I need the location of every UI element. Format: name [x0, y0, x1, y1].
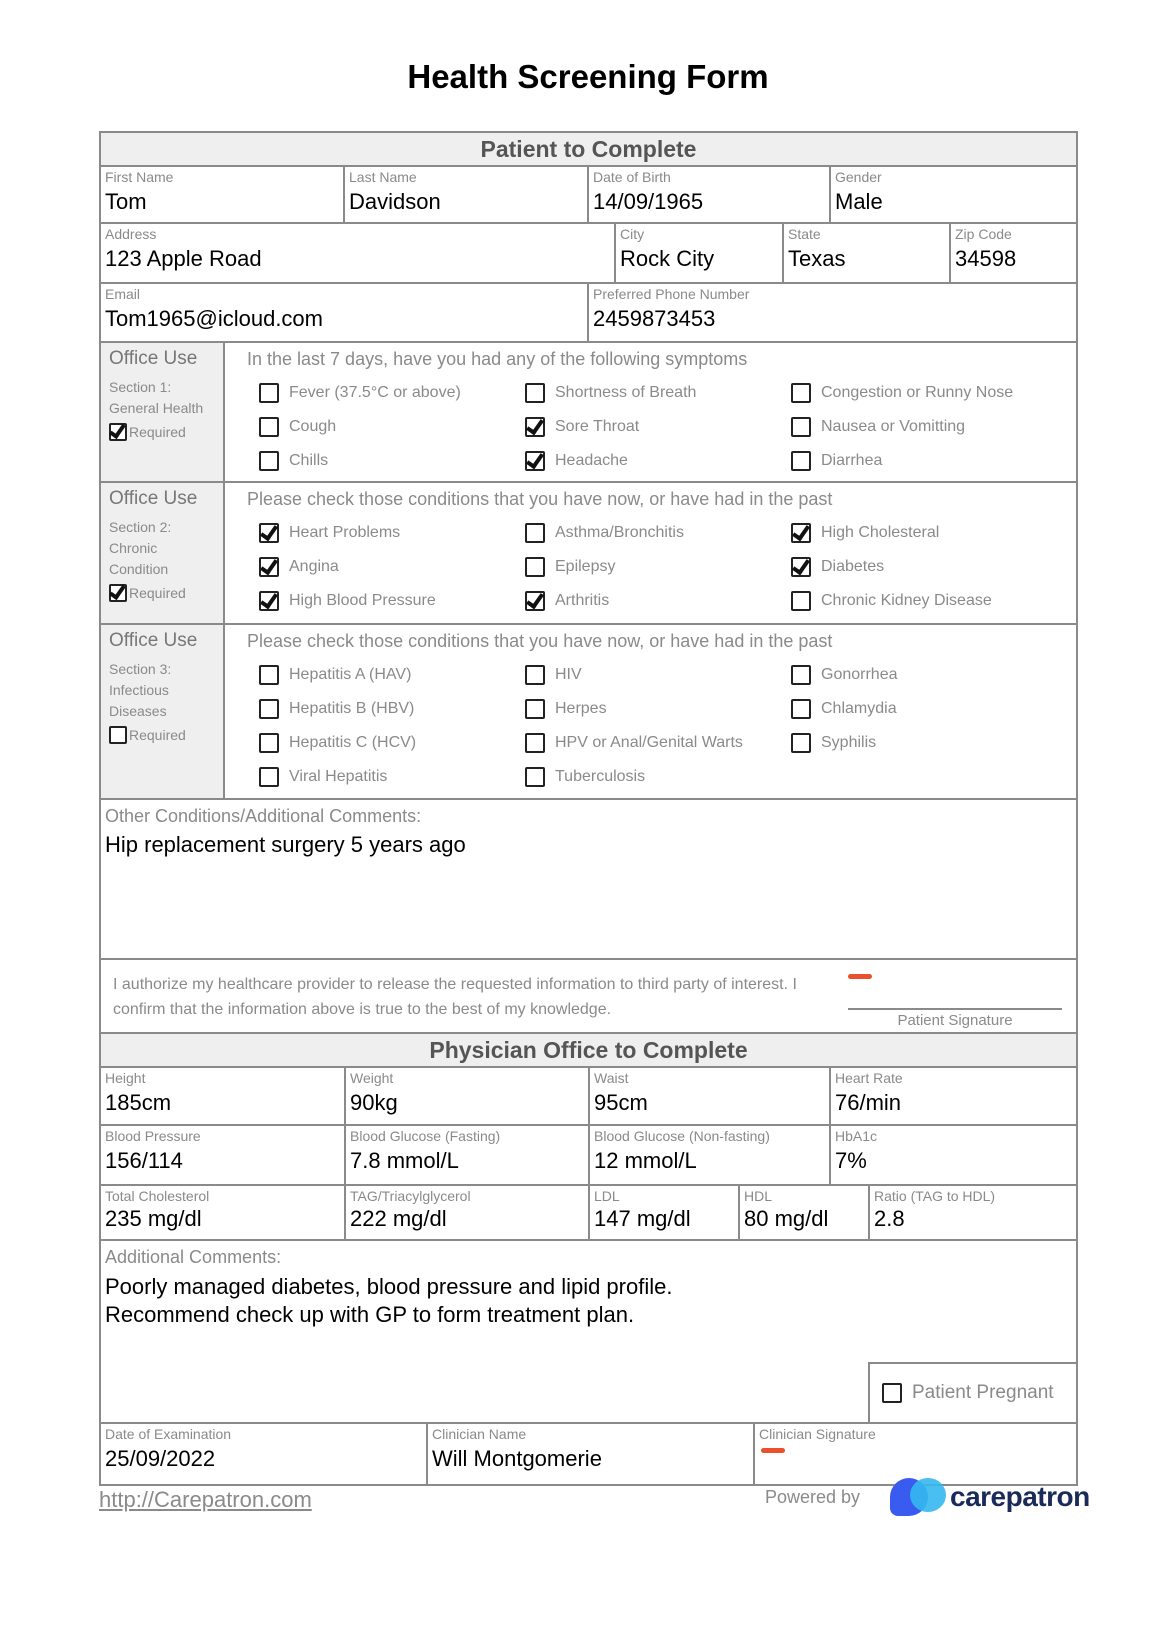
lipids-row — [101, 1186, 1076, 1241]
option-high-cholesterol[interactable] — [791, 521, 1076, 545]
checkbox-icon — [259, 733, 279, 753]
page-title: Health Screening Form — [407, 58, 769, 95]
option-asthma[interactable] — [525, 521, 791, 545]
last-name-value: Davidson — [349, 189, 441, 214]
infectious-panel — [225, 625, 1076, 798]
patient-section-header: Patient to Complete — [101, 133, 1076, 167]
section-question: Please check those conditions that you have now, or have had in the past — [247, 489, 833, 509]
checkbox-icon — [525, 699, 545, 719]
option-hiv[interactable] — [525, 663, 791, 687]
blood-pressure-value: 156/114 — [105, 1148, 183, 1173]
checkbox-icon — [259, 767, 279, 787]
last-name-label: Last Name — [349, 169, 417, 185]
option-label: Diarrhea — [821, 452, 883, 469]
last-name-field[interactable] — [345, 167, 589, 222]
bg-fasting-field[interactable] — [346, 1126, 590, 1184]
checkbox-icon — [791, 665, 811, 685]
checkbox-icon — [525, 665, 545, 685]
hba1c-field[interactable] — [831, 1126, 1076, 1184]
other-comments-value: Hip replacement surgery 5 years ago — [105, 832, 466, 857]
gender-label: Gender — [835, 169, 882, 185]
checkbox-checked-icon — [525, 591, 545, 611]
option-epilepsy[interactable] — [525, 555, 791, 579]
total-cholesterol-value: 235 mg/dl — [105, 1206, 202, 1231]
carepatron-logo-icon — [890, 1478, 946, 1516]
ldl-field[interactable] — [590, 1186, 740, 1239]
option-label: Shortness of Breath — [555, 384, 697, 401]
city-field[interactable] — [616, 224, 784, 282]
section-name: Section 2: Chronic Condition — [109, 519, 172, 577]
physician-section-header: Physician Office to Complete — [101, 1034, 1076, 1068]
hdl-field[interactable] — [740, 1186, 870, 1239]
option-arthritis[interactable] — [525, 589, 791, 613]
checkbox-icon — [791, 591, 811, 611]
checkbox-checked-icon — [525, 451, 545, 471]
email-label: Email — [105, 286, 141, 302]
option-nausea[interactable] — [791, 415, 1076, 439]
exam-row — [101, 1424, 1076, 1484]
section-question: In the last 7 days, have you had any of the following symptoms — [247, 349, 748, 369]
bg-fasting-label: Blood Glucose (Fasting) — [350, 1128, 501, 1144]
option-hepatitis-a[interactable] — [259, 663, 525, 687]
option-shortness-of-breath[interactable] — [525, 381, 791, 405]
additional-comments-field[interactable] — [101, 1241, 1076, 1424]
option-diabetes[interactable] — [791, 555, 1076, 579]
option-label: Sore Throat — [555, 418, 640, 435]
option-hepatitis-c[interactable] — [259, 731, 525, 755]
option-label: HPV or Anal/Genital Warts — [555, 734, 743, 751]
ratio-value: 2.8 — [874, 1206, 905, 1231]
first-name-value: Tom — [105, 189, 147, 214]
first-name-label: First Name — [105, 169, 174, 185]
clinician-name-value: Will Montgomerie — [432, 1446, 602, 1471]
option-label: Cough — [289, 418, 337, 435]
phone-value: 2459873453 — [593, 306, 716, 331]
checkbox-checked-icon — [109, 584, 127, 602]
office-use-label: Office Use — [109, 488, 198, 509]
address-row — [101, 224, 1076, 284]
waist-field[interactable] — [590, 1068, 831, 1124]
gender-value: Male — [835, 189, 883, 214]
option-label: Nausea or Vomitting — [821, 418, 966, 435]
hba1c-label: HbA1c — [835, 1128, 878, 1144]
checkbox-icon — [525, 383, 545, 403]
pen-icon — [848, 974, 872, 979]
option-label: Congestion or Runny Nose — [821, 384, 1014, 401]
checkbox-icon — [525, 733, 545, 753]
option-label: Arthritis — [555, 592, 610, 609]
email-value: Tom1965@icloud.com — [105, 306, 323, 331]
brand-name: carepatron — [950, 1481, 1090, 1512]
checkbox-checked-icon — [259, 591, 279, 611]
option-cough[interactable] — [259, 415, 525, 439]
option-label: Heart Problems — [289, 524, 401, 541]
first-name-field[interactable] — [101, 167, 345, 222]
checkbox-icon — [882, 1383, 902, 1403]
checkbox-icon — [259, 417, 279, 437]
blood-pressure-label: Blood Pressure — [105, 1128, 201, 1144]
additional-comments-line: Recommend check up with GP to form treatment plan. — [105, 1302, 635, 1327]
carepatron-logo[interactable] — [890, 1478, 1090, 1516]
phone-label: Preferred Phone Number — [593, 286, 750, 302]
options-grid — [247, 521, 1076, 613]
hdl-value: 80 mg/dl — [744, 1206, 829, 1231]
address-label: Address — [105, 226, 157, 242]
checkbox-icon — [259, 383, 279, 403]
ldl-value: 147 mg/dl — [594, 1206, 691, 1231]
option-label: Hepatitis A (HAV) — [289, 666, 412, 683]
checkbox-icon — [791, 417, 811, 437]
state-label: State — [788, 226, 821, 242]
exam-date-field[interactable] — [101, 1424, 428, 1484]
state-value: Texas — [788, 246, 846, 271]
ratio-label: Ratio (TAG to HDL) — [874, 1188, 996, 1204]
authorization-block — [101, 960, 1076, 1034]
blood-pressure-field[interactable] — [101, 1126, 346, 1184]
section-name: Section 3: Infectious Diseases — [109, 661, 172, 719]
hba1c-value: 7% — [835, 1148, 867, 1173]
heart-rate-label: Heart Rate — [835, 1070, 903, 1086]
total-cholesterol-label: Total Cholesterol — [105, 1188, 210, 1204]
checkbox-icon — [259, 665, 279, 685]
clinician-name-label: Clinician Name — [432, 1426, 527, 1442]
option-label: High Blood Pressure — [289, 592, 436, 609]
weight-label: Weight — [350, 1070, 394, 1086]
office-use-panel — [101, 625, 225, 798]
weight-value: 90kg — [350, 1090, 398, 1115]
pen-icon — [761, 1448, 785, 1453]
height-field[interactable] — [101, 1068, 346, 1124]
dob-label: Date of Birth — [593, 169, 671, 185]
option-label: Tuberculosis — [555, 768, 646, 785]
symptoms-panel — [225, 343, 1076, 481]
option-label: Gonorrhea — [821, 666, 898, 683]
required-label: Required — [129, 585, 186, 601]
powered-by-label: Powered by — [765, 1487, 861, 1507]
checkbox-icon — [109, 726, 127, 744]
bg-nonfasting-value: 12 mmol/L — [594, 1148, 697, 1173]
additional-comments-line: Poorly managed diabetes, blood pressure and lipid profile. — [105, 1274, 673, 1299]
carepatron-link[interactable]: http://Carepatron.com — [99, 1487, 312, 1512]
required-checkbox[interactable] — [109, 584, 215, 602]
city-label: City — [620, 226, 645, 242]
option-hpv[interactable] — [525, 731, 791, 755]
bg-nonfasting-field[interactable] — [590, 1126, 831, 1184]
option-label: Viral Hepatitis — [289, 768, 388, 785]
height-value: 185cm — [105, 1090, 172, 1115]
checkbox-checked-icon — [109, 423, 127, 441]
checkbox-icon — [791, 733, 811, 753]
checkbox-checked-icon — [525, 417, 545, 437]
gender-field[interactable] — [831, 167, 1076, 222]
option-label: Chlamydia — [821, 700, 897, 717]
clinician-signature-label: Clinician Signature — [759, 1426, 876, 1442]
option-headache[interactable] — [525, 449, 791, 473]
conditions-panel — [225, 483, 1076, 623]
heart-rate-value: 76/min — [835, 1090, 902, 1115]
checkbox-icon — [525, 557, 545, 577]
checkbox-checked-icon — [791, 523, 811, 543]
required-label: Required — [129, 727, 186, 743]
option-tuberculosis[interactable] — [525, 765, 791, 789]
waist-label: Waist — [594, 1070, 629, 1086]
checkbox-icon — [259, 451, 279, 471]
checkbox-checked-icon — [259, 523, 279, 543]
required-checkbox[interactable] — [109, 423, 215, 441]
option-chlamydia[interactable] — [791, 697, 1076, 721]
option-label: Hepatitis B (HBV) — [289, 700, 415, 717]
required-label: Required — [129, 424, 186, 440]
address-value: 123 Apple Road — [105, 246, 262, 271]
option-label: Epilepsy — [555, 558, 616, 575]
dob-field[interactable] — [589, 167, 831, 222]
dob-value: 14/09/1965 — [593, 189, 704, 214]
clinician-signature-field[interactable] — [755, 1424, 1076, 1484]
patient-signature-label: Patient Signature — [897, 1012, 1013, 1029]
option-label: HIV — [555, 666, 582, 683]
name-row — [101, 167, 1076, 224]
heart-rate-field[interactable] — [831, 1068, 1076, 1124]
option-label: High Cholesteral — [821, 524, 940, 541]
other-comments-field[interactable] — [101, 800, 1076, 960]
hdl-label: HDL — [744, 1188, 773, 1204]
option-label: Angina — [289, 558, 339, 575]
option-fever[interactable] — [259, 381, 525, 405]
office-use-label: Office Use — [109, 630, 198, 651]
city-value: Rock City — [620, 246, 715, 271]
exam-date-label: Date of Examination — [105, 1426, 232, 1442]
option-label: Diabetes — [821, 558, 885, 575]
contact-row — [101, 284, 1076, 343]
required-checkbox[interactable] — [109, 726, 215, 744]
section-infectious-diseases — [101, 625, 1076, 800]
vitals-row — [101, 1126, 1076, 1186]
waist-value: 95cm — [594, 1090, 648, 1115]
additional-comments-label: Additional Comments: — [105, 1247, 282, 1267]
checkbox-checked-icon — [791, 557, 811, 577]
option-label: Syphilis — [821, 734, 877, 751]
office-use-panel — [101, 483, 225, 623]
checkbox-icon — [791, 451, 811, 471]
section-chronic-condition — [101, 483, 1076, 625]
tag-value: 222 mg/dl — [350, 1206, 447, 1231]
option-high-blood-pressure[interactable] — [259, 589, 525, 613]
weight-field[interactable] — [346, 1068, 590, 1124]
zip-value: 34598 — [955, 246, 1017, 271]
tag-label: TAG/Triacylglycerol — [350, 1188, 471, 1204]
address-field[interactable] — [101, 224, 616, 282]
option-label: Chills — [289, 452, 329, 469]
height-label: Height — [105, 1070, 146, 1086]
checkbox-icon — [259, 699, 279, 719]
zip-field[interactable] — [951, 224, 1076, 282]
option-label: Headache — [555, 452, 628, 469]
ratio-field[interactable] — [870, 1186, 1076, 1239]
zip-label: Zip Code — [955, 226, 1012, 242]
exam-date-value: 25/09/2022 — [105, 1446, 216, 1471]
options-grid — [247, 381, 1076, 473]
office-use-panel — [101, 343, 225, 481]
option-herpes[interactable] — [525, 697, 791, 721]
bg-nonfasting-label: Blood Glucose (Non-fasting) — [594, 1128, 770, 1144]
option-viral-hepatitis[interactable] — [259, 765, 525, 789]
option-gonorrhea[interactable] — [791, 663, 1076, 687]
option-label: Asthma/Bronchitis — [555, 524, 684, 541]
tag-field[interactable] — [346, 1186, 590, 1239]
bg-fasting-value: 7.8 mmol/L — [350, 1148, 459, 1173]
measurements-row — [101, 1068, 1076, 1126]
health-screening-form — [99, 131, 1078, 1486]
option-angina[interactable] — [259, 555, 525, 579]
option-sore-throat[interactable] — [525, 415, 791, 439]
total-cholesterol-field[interactable] — [101, 1186, 346, 1239]
option-label: Chronic Kidney Disease — [821, 592, 992, 609]
other-comments-label: Other Conditions/Additional Comments: — [105, 806, 422, 826]
patient-signature-field[interactable] — [848, 1008, 1062, 1010]
option-heart-problems[interactable] — [259, 521, 525, 545]
ldl-label: LDL — [594, 1188, 620, 1204]
section-question: Please check those conditions that you have now, or have had in the past — [247, 631, 833, 651]
patient-pregnant-checkbox[interactable] — [868, 1362, 1078, 1424]
checkbox-icon — [525, 523, 545, 543]
email-field[interactable] — [101, 284, 589, 341]
authorization-text: I authorize my healthcare provider to release the requested information to third party of interest. I confirm that the information above is true to the best of my knowledge. — [113, 976, 797, 1018]
option-label: Fever (37.5°C or above) — [289, 384, 461, 401]
option-label: Herpes — [555, 700, 607, 717]
option-diarrhea[interactable] — [791, 449, 1076, 473]
options-grid — [247, 663, 1076, 789]
option-chronic-kidney-disease[interactable] — [791, 589, 1076, 613]
clinician-name-field[interactable] — [428, 1424, 755, 1484]
phone-field[interactable] — [589, 284, 1076, 341]
option-hepatitis-b[interactable] — [259, 697, 525, 721]
option-label: Hepatitis C (HCV) — [289, 734, 417, 751]
checkbox-icon — [791, 383, 811, 403]
option-syphilis[interactable] — [791, 731, 1076, 755]
section-general-health — [101, 343, 1076, 483]
office-use-label: Office Use — [109, 348, 198, 369]
state-field[interactable] — [784, 224, 951, 282]
section-name: Section 1: General Health — [109, 379, 204, 416]
option-congestion[interactable] — [791, 381, 1076, 405]
checkbox-icon — [791, 699, 811, 719]
patient-pregnant-label: Patient Pregnant — [912, 1382, 1054, 1403]
checkbox-icon — [525, 767, 545, 787]
checkbox-checked-icon — [259, 557, 279, 577]
option-chills[interactable] — [259, 449, 525, 473]
